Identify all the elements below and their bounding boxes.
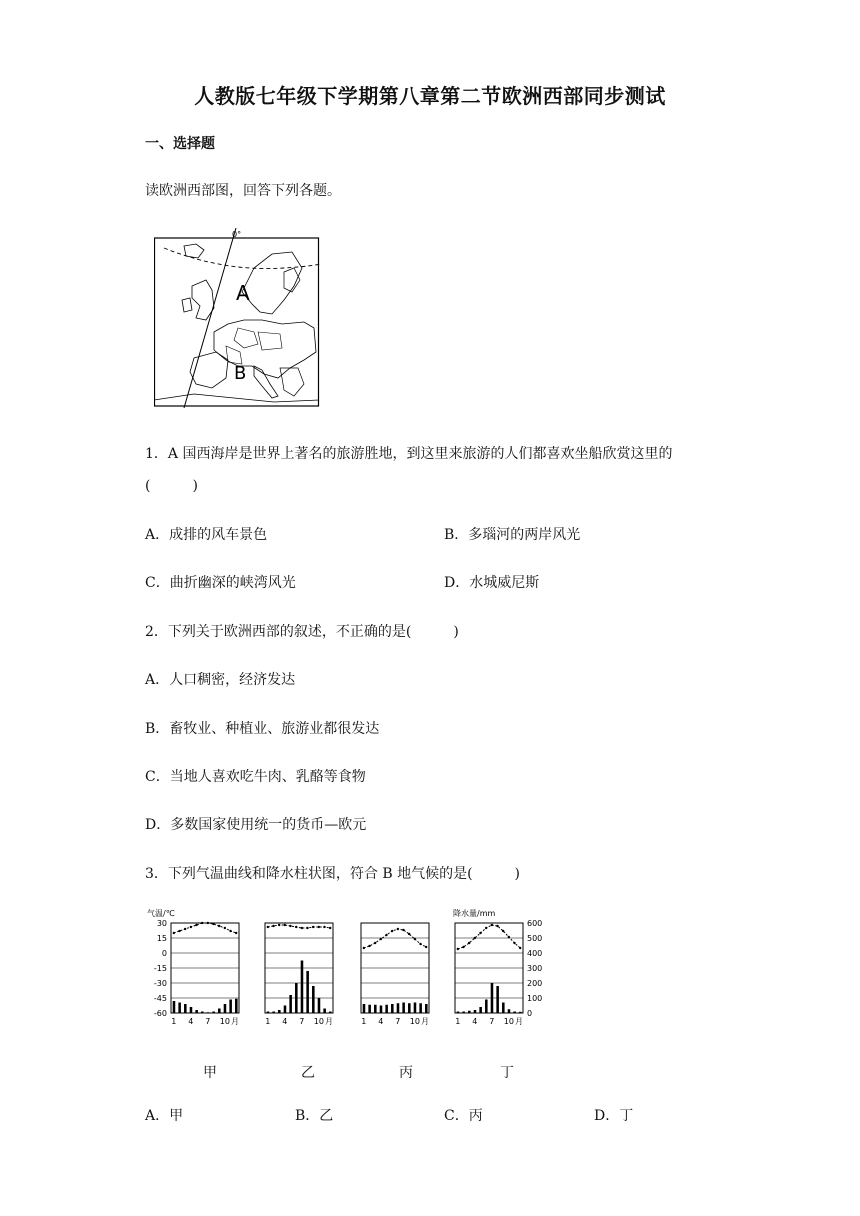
q2-option-c[interactable]: C．当地人喜欢吃牛肉、乳酪等食物 (145, 769, 366, 785)
precip-bar (496, 986, 499, 1013)
temp-point (178, 930, 180, 932)
temp-point (485, 927, 487, 929)
temp-point (419, 943, 421, 945)
month-tick-label: 7 (299, 1017, 305, 1026)
precip-bar (235, 999, 238, 1013)
climate-panels (171, 922, 523, 1026)
precip-tick-label: 500 (527, 934, 543, 943)
caption-yi: 乙 (301, 1065, 315, 1081)
temp-tick-label: -15 (153, 964, 167, 973)
precip-bar (212, 1012, 215, 1014)
temp-point (479, 932, 481, 934)
precip-tick-label: 200 (527, 979, 543, 988)
precip-tick-label: 600 (527, 919, 543, 928)
precip-bar (374, 1005, 377, 1013)
precip-bar (295, 983, 298, 1013)
temp-point (468, 942, 470, 944)
precip-bar (195, 1010, 198, 1013)
month-unit-label: 月 (421, 1017, 429, 1026)
precip-bar (329, 1012, 332, 1014)
temp-point (289, 925, 291, 927)
temp-point (368, 945, 370, 947)
temp-point (414, 938, 416, 940)
caption-jia: 甲 (203, 1065, 217, 1081)
page-title: 人教版七年级下学期第八章第二节欧洲西部同步测试 (194, 84, 666, 108)
temp-tick-label: -60 (153, 1009, 167, 1018)
precip-bar (178, 1003, 181, 1014)
precip-bar (272, 1012, 275, 1014)
temp-point (295, 926, 297, 928)
precip-axis-title: 降水量/mm (453, 909, 496, 918)
precip-bar (368, 1005, 371, 1013)
month-tick-label: 7 (205, 1017, 211, 1026)
temp-point (207, 922, 209, 924)
precip-bar (391, 1004, 394, 1013)
month-tick-label: 10 (313, 1017, 324, 1026)
intro-text: 读欧洲西部图，回答下列各题。 (145, 183, 341, 199)
precip-bar (462, 1012, 465, 1014)
precip-bar (380, 1006, 383, 1014)
month-tick-label: 1 (455, 1017, 461, 1026)
q3-option-d[interactable]: D．丁 (594, 1108, 634, 1124)
map-label-b: B (234, 363, 247, 384)
q3-option-b[interactable]: B．乙 (295, 1108, 334, 1124)
precip-bar (485, 1000, 488, 1014)
temp-point (329, 927, 331, 929)
precip-bar (173, 1001, 176, 1013)
month-tick-label: 10 (219, 1017, 230, 1026)
temp-point (496, 925, 498, 927)
precip-bar (224, 1004, 227, 1013)
month-tick-label: 10 (409, 1017, 420, 1026)
month-tick-label: 4 (282, 1017, 288, 1026)
climate-panel-4 (455, 923, 523, 1026)
temp-point (491, 924, 493, 926)
temp-point (318, 926, 320, 928)
precip-bar (508, 1009, 511, 1013)
temp-point (190, 926, 192, 928)
temp-point (229, 930, 231, 932)
temp-tick-label: 30 (156, 919, 167, 928)
precip-tick-labels (527, 919, 542, 1018)
precip-bar (408, 1003, 411, 1013)
month-tick-label: 1 (361, 1017, 367, 1026)
precip-tick-label: 400 (527, 949, 543, 958)
precip-bar (267, 1012, 270, 1014)
temp-point (284, 924, 286, 926)
month-tick-label: 7 (395, 1017, 401, 1026)
temp-point (519, 947, 521, 949)
temp-point (301, 927, 303, 929)
temp-point (474, 937, 476, 939)
temp-point (235, 932, 237, 934)
temp-point (374, 942, 376, 944)
precip-bar (289, 995, 292, 1013)
precip-bar (479, 1007, 482, 1013)
precip-bar (491, 983, 494, 1013)
q1-option-b[interactable]: B．多瑙河的两岸风光 (444, 527, 581, 543)
precip-bar (229, 1000, 232, 1014)
climate-panel-3 (361, 923, 429, 1026)
temp-point (363, 947, 365, 949)
q1-option-d[interactable]: D．水城威尼斯 (444, 575, 540, 591)
temp-point (272, 925, 274, 927)
precip-bar (184, 1004, 187, 1013)
month-unit-label: 月 (515, 1017, 523, 1026)
temp-point (402, 929, 404, 931)
precip-bar (457, 1012, 460, 1014)
precip-bar (201, 1012, 204, 1014)
precip-bar (402, 1003, 405, 1014)
q2-option-b[interactable]: B．畜牧业、种植业、旅游业都很发达 (145, 721, 380, 737)
precip-bar (397, 1003, 400, 1013)
q1-option-c[interactable]: C．曲折幽深的峡湾风光 (145, 575, 296, 591)
temp-point (184, 928, 186, 930)
climate-panel-2 (265, 923, 333, 1026)
temp-point (224, 927, 226, 929)
section-heading: 一、选择题 (145, 136, 215, 152)
month-unit-label: 月 (325, 1017, 333, 1026)
precip-bar (363, 1004, 366, 1013)
caption-bing: 丙 (399, 1065, 413, 1081)
temp-point (195, 924, 197, 926)
temp-tick-labels (154, 919, 167, 1018)
q2-stem: 2．下列关于欧洲西部的叙述，不正确的是( ) (145, 624, 459, 640)
temp-tick-label: 0 (161, 949, 167, 958)
precip-tick-label: 300 (527, 964, 543, 973)
precip-bar (468, 1011, 471, 1013)
climate-panel-1 (171, 922, 239, 1026)
temp-point (278, 924, 280, 926)
month-tick-label: 1 (265, 1017, 271, 1026)
temp-tick-label: 15 (156, 934, 167, 943)
month-tick-label: 4 (188, 1017, 194, 1026)
precip-bar (278, 1010, 281, 1013)
precip-bar (318, 998, 321, 1013)
temp-point (380, 938, 382, 940)
precip-bar (513, 1012, 516, 1014)
q3-stem: 3．下列气温曲线和降水柱状图，符合 B 地气候的是( ) (145, 866, 521, 882)
month-tick-label: 4 (472, 1017, 478, 1026)
temp-point (173, 932, 175, 934)
temp-point (397, 928, 399, 930)
month-tick-label: 1 (171, 1017, 177, 1026)
precip-bar (190, 1007, 193, 1013)
temp-point (306, 927, 308, 929)
q1-paren: ( ) (145, 478, 198, 494)
temp-point (462, 946, 464, 948)
climate-charts (145, 905, 545, 1040)
q1-stem: 1．A 国西海岸是世界上著名的旅游胜地，到这里来旅游的人们都喜欢坐船欣赏这里的 (145, 446, 673, 462)
temp-point (267, 926, 269, 928)
precip-bar (425, 1004, 428, 1013)
precip-bar (519, 1012, 522, 1013)
precip-bar (419, 1003, 422, 1013)
q2-option-d[interactable]: D．多数国家使用统一的货币—欧元 (145, 817, 367, 833)
precip-bar (414, 1003, 417, 1014)
temp-point (508, 936, 510, 938)
precip-bar (284, 1006, 287, 1014)
temp-point (385, 934, 387, 936)
q2-option-a[interactable]: A．人口稠密，经济发达 (145, 672, 296, 688)
q1-option-a[interactable]: A．成排的风车景色 (145, 527, 268, 543)
temp-point (408, 933, 410, 935)
temp-point (312, 926, 314, 928)
temp-point (502, 930, 504, 932)
precip-bar (502, 1003, 505, 1014)
precip-bar (306, 971, 309, 1013)
q3-option-a[interactable]: A．甲 (145, 1108, 184, 1124)
temp-point (212, 923, 214, 925)
month-tick-label: 10 (503, 1017, 514, 1026)
temp-point (201, 922, 203, 924)
precip-bar (312, 986, 315, 1013)
temp-tick-label: -30 (153, 979, 167, 988)
precip-bar (385, 1005, 388, 1013)
month-tick-label: 4 (378, 1017, 384, 1026)
month-unit-label: 月 (231, 1017, 239, 1026)
temp-point (425, 946, 427, 948)
temp-point (513, 942, 515, 944)
temp-axis-title: 气温/℃ (147, 909, 175, 918)
caption-ding: 丁 (500, 1065, 514, 1081)
temp-point (218, 925, 220, 927)
temp-point (391, 930, 393, 932)
precip-tick-label: 100 (527, 994, 543, 1003)
western-europe-map (154, 228, 320, 408)
temp-tick-label: -45 (153, 994, 167, 1003)
q3-option-c[interactable]: C．丙 (444, 1108, 483, 1124)
precip-bar (323, 1009, 326, 1014)
month-tick-label: 7 (489, 1017, 495, 1026)
precip-bar (474, 1010, 477, 1013)
temp-point (457, 948, 459, 950)
precip-bar (207, 1012, 210, 1013)
meridian-label: 0° (232, 230, 242, 239)
precip-tick-label: 0 (527, 1009, 533, 1018)
precip-bar (301, 961, 304, 1014)
temp-point (323, 926, 325, 928)
map-label-a: A (236, 281, 250, 305)
precip-bar (218, 1009, 221, 1014)
